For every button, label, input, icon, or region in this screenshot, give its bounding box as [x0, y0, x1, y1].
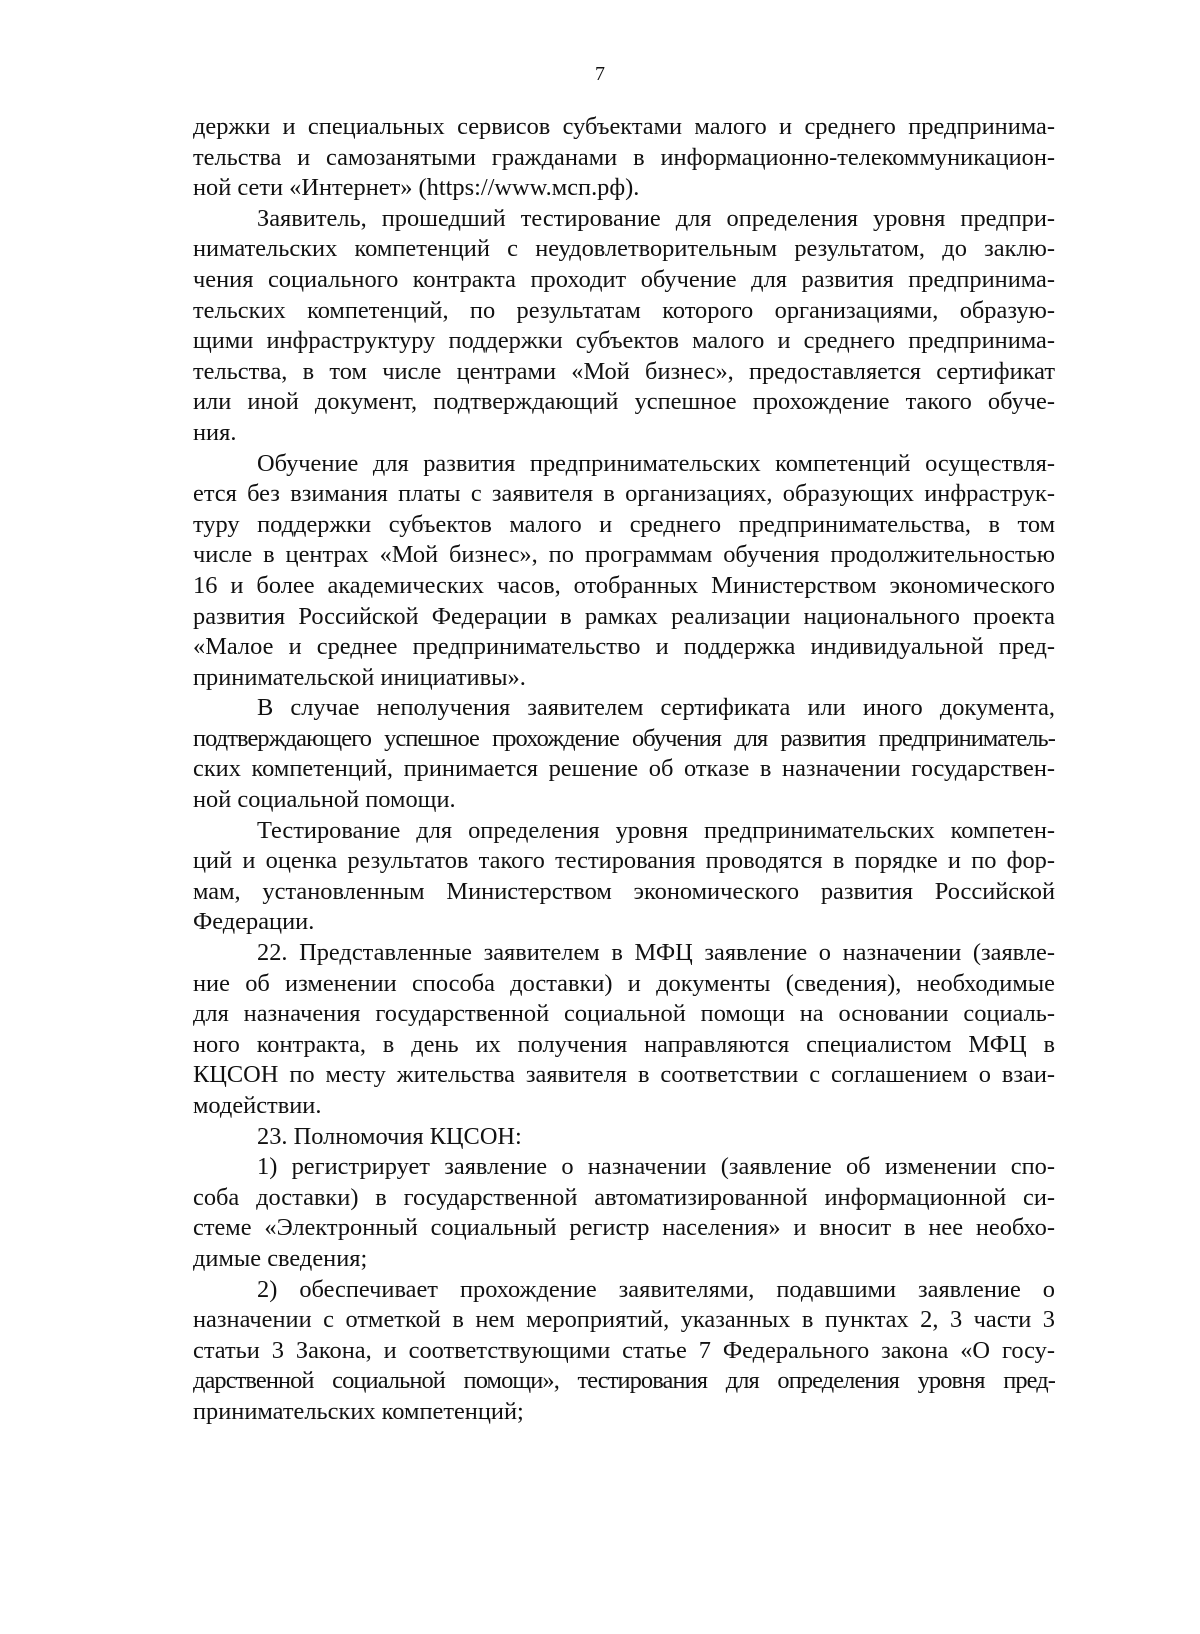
- text-line: 16 и более академических часов, отобранных Министерством экономического: [193, 571, 1055, 599]
- paragraph: [193, 204, 1055, 449]
- text-line: тельства, в том числе центрами «Мой бизнес», предоставляется сертификат: [193, 357, 1055, 385]
- text-line: Тестирование для определения уровня предпринимательских компетен-: [257, 816, 1055, 844]
- text-line: тельства и самозанятыми гражданами в информационно-телекоммуникацион-: [193, 143, 1055, 171]
- text-line: ной сети «Интернет» (https://www.мсп.рф).: [193, 174, 640, 202]
- text-line: принимательской инициативы».: [193, 663, 526, 691]
- paragraph: [193, 816, 1055, 938]
- text-line: щими инфраструктуру поддержки субъектов малого и среднего предпринима-: [193, 327, 1055, 355]
- paragraph: [193, 1122, 1055, 1153]
- text-line: стеме «Электронный социальный регистр населения» и вносит в нее необхо-: [193, 1214, 1055, 1242]
- text-line: для назначения государственной социальной помощи на основании социаль-: [193, 1000, 1055, 1028]
- text-line: Заявитель, прошедший тестирование для определения уровня предпри-: [257, 204, 1055, 232]
- text-line: дарственной социальной помощи», тестирования для определения уровня пред-: [193, 1367, 1055, 1395]
- text-line: ние об изменении способа доставки) и документы (сведения), необходимые: [193, 969, 1055, 997]
- text-line: 1) регистрирует заявление о назначении (заявление об изменении спо-: [257, 1153, 1055, 1181]
- text-line: тельских компетенций, по результатам которого организациями, образую-: [193, 296, 1055, 324]
- text-line: принимательских компетенций;: [193, 1397, 524, 1425]
- text-line: подтверждающего успешное прохождение обучения для развития предприниматель-: [193, 724, 1055, 752]
- paragraph: [193, 938, 1055, 1122]
- text-line: ного контракта, в день их получения направляются специалистом МФЦ в: [193, 1030, 1055, 1058]
- text-line: 2) обеспечивает прохождение заявителями, подавшими заявление о: [257, 1275, 1055, 1303]
- paragraph: [193, 1152, 1055, 1274]
- text-line: ских компетенций, принимается решение об отказе в назначении государствен-: [193, 755, 1055, 783]
- text-line: соба доставки) в государственной автоматизированной информационной си-: [193, 1183, 1055, 1211]
- text-line: назначении с отметкой в нем мероприятий, указанных в пунктах 2, 3 части 3: [193, 1306, 1055, 1334]
- text-line: 23. Полномочия КЦСОН:: [257, 1122, 522, 1150]
- paragraph: [193, 693, 1055, 815]
- page-number: 7: [595, 63, 605, 85]
- text-line: нимательских компетенций с неудовлетворительным результатом, до заклю-: [193, 235, 1055, 263]
- text-line: ния.: [193, 418, 237, 446]
- text-line: мам, установленным Министерством экономического развития Российской: [193, 877, 1055, 905]
- text-line: туру поддержки субъектов малого и среднего предпринимательства, в том: [193, 510, 1055, 538]
- paragraph: [193, 449, 1055, 694]
- document-body: [193, 112, 1055, 1428]
- text-line: ций и оценка результатов такого тестирования проводятся в порядке и по фор-: [193, 847, 1055, 875]
- paragraph: [193, 1275, 1055, 1428]
- text-line: статьи 3 Закона, и соответствующими статье 7 Федерального закона «О госу-: [193, 1336, 1055, 1364]
- text-line: «Малое и среднее предпринимательство и поддержка индивидуальной пред-: [193, 633, 1055, 661]
- text-line: ной социальной помощи.: [193, 786, 456, 814]
- text-line: чения социального контракта проходит обучение для развития предпринима-: [193, 265, 1055, 293]
- text-line: ется без взимания платы с заявителя в организациях, образующих инфраструк-: [193, 480, 1055, 508]
- text-line: 22. Представленные заявителем в МФЦ заявление о назначении (заявле-: [257, 939, 1055, 967]
- text-line: числе в центрах «Мой бизнес», по программам обучения продолжительностью: [193, 541, 1055, 569]
- text-line: димые сведения;: [193, 1244, 368, 1272]
- text-line: или иной документ, подтверждающий успешное прохождение такого обуче-: [193, 388, 1055, 416]
- text-line: Обучение для развития предпринимательских компетенций осуществля-: [257, 449, 1055, 477]
- text-line: Федерации.: [193, 908, 315, 936]
- text-line: КЦСОН по месту жительства заявителя в соответствии с соглашением о взаи-: [193, 1061, 1055, 1089]
- text-line: В случае неполучения заявителем сертификата или иного документа,: [257, 694, 1055, 722]
- paragraph: [193, 112, 1055, 204]
- text-line: держки и специальных сервисов субъектами малого и среднего предпринима-: [193, 113, 1055, 140]
- text-line: модействии.: [193, 1092, 322, 1119]
- text-line: развития Российской Федерации в рамках реализации национального проекта: [193, 602, 1055, 630]
